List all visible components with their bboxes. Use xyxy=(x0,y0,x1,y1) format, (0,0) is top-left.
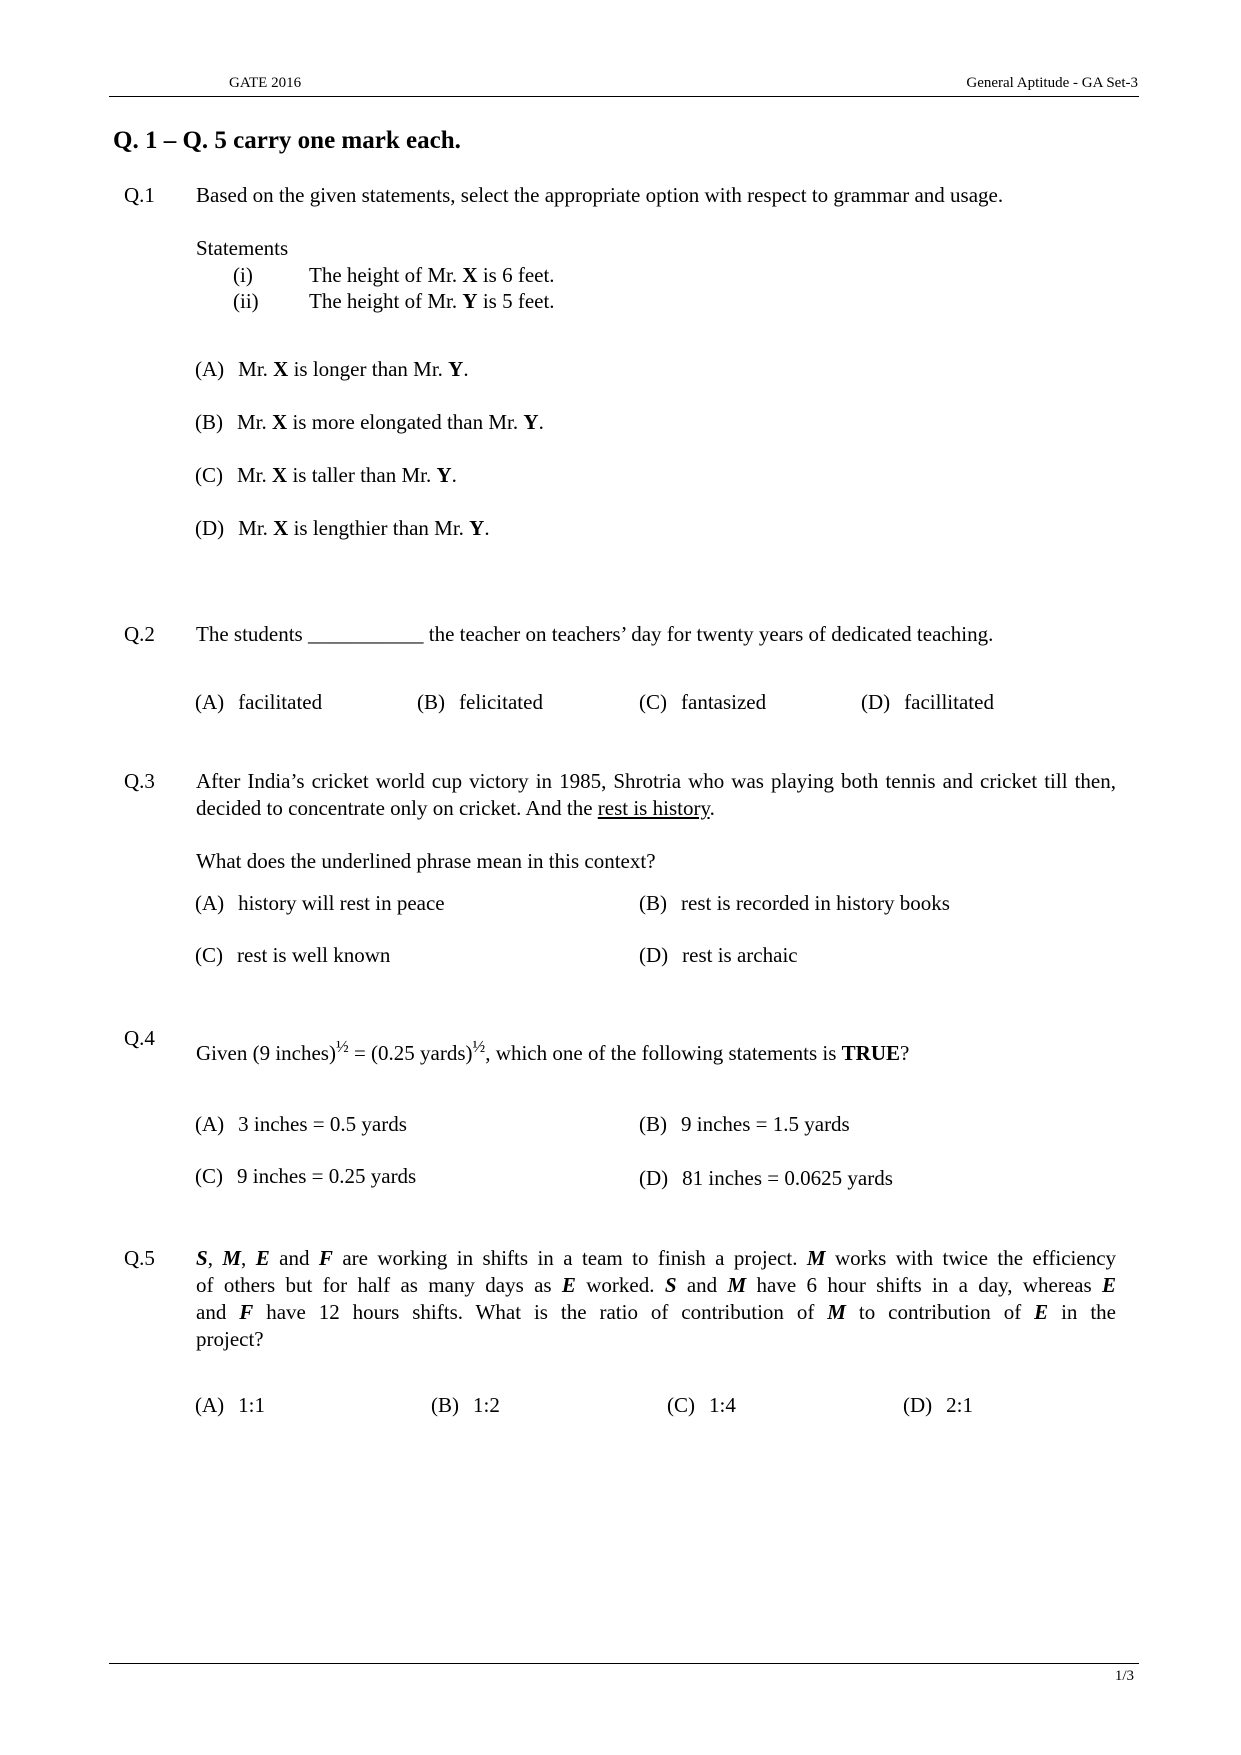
q4-number: Q.4 xyxy=(124,1026,155,1050)
q5-number: Q.5 xyxy=(124,1246,155,1270)
q5-text-segment: S xyxy=(664,1273,677,1297)
q1-text: Based on the given statements, select the appropriate option with respect to grammar and usage. xyxy=(196,183,1004,207)
q5-text-line xyxy=(196,1326,1116,1353)
q2-text: The students ___________ the teacher on teachers’ day for twenty years of dedicated teaching. xyxy=(196,622,994,646)
q1-option-c[interactable]: (C) Mr. X is taller than Mr. Y. xyxy=(195,463,457,487)
q5-text-segment: M xyxy=(827,1300,846,1324)
q2-number: Q.2 xyxy=(124,622,155,646)
q1-option-a[interactable]: (A) Mr. X is longer than Mr. Y. xyxy=(195,357,469,381)
q4-text: Given (9 inches)$^{\frac{1}{2}}$ = (0.25 yards)$^{\frac{1}{2}}$, which one of the following statements is TRUE? xyxy=(196,1037,910,1065)
page-number: 1/3 xyxy=(1114,1668,1134,1684)
footer-rule xyxy=(109,1663,1139,1664)
q5-text-segment: and xyxy=(269,1246,319,1270)
q3-question: What does the underlined phrase mean in this context? xyxy=(196,849,656,873)
q5-text-line xyxy=(196,1245,1116,1272)
q1-number: Q.1 xyxy=(124,183,155,207)
q5-text-segment: E xyxy=(255,1246,270,1270)
q1-statement-2-roman: (ii) xyxy=(233,289,259,313)
q2-option-b[interactable]: (B) felicitated xyxy=(417,690,543,714)
q3-option-c[interactable]: (C) rest is well known xyxy=(195,943,391,967)
q5-text-segment: F xyxy=(318,1246,333,1270)
q5-text-segment: of others but for half as many days as xyxy=(196,1273,562,1297)
q3-option-a[interactable]: (A) history will rest in peace xyxy=(195,891,445,915)
q5-text-segment: S xyxy=(196,1246,208,1270)
section-title: Q. 1 – Q. 5 carry one mark each. xyxy=(113,127,461,154)
header-rule xyxy=(109,96,1139,97)
q5-option-a[interactable]: (A) 1:1 xyxy=(195,1393,265,1417)
q2-option-d[interactable]: (D) facillitated xyxy=(861,690,994,714)
q1-option-d[interactable]: (D) Mr. X is lengthier than Mr. Y. xyxy=(195,516,490,540)
q5-text-segment: M xyxy=(727,1273,747,1297)
q1-statement-2: The height of Mr. Y is 5 feet. xyxy=(309,289,555,313)
q5-option-d[interactable]: (D) 2:1 xyxy=(903,1393,973,1417)
q1-statement-1-roman: (i) xyxy=(233,263,253,287)
q5-text-segment: F xyxy=(239,1300,254,1324)
q4-option-b[interactable]: (B) 9 inches = 1.5 yards xyxy=(639,1112,850,1136)
q5-text-segment: works with twice the efficiency xyxy=(825,1246,1117,1270)
q3-option-d[interactable]: (D) rest is archaic xyxy=(639,943,798,967)
q4-option-a[interactable]: (A) 3 inches = 0.5 yards xyxy=(195,1112,407,1136)
q5-text-segment: project? xyxy=(196,1327,264,1351)
q5-text-segment: have 12 hours shifts. What is the ratio of contribution of xyxy=(253,1300,828,1324)
q5-text-segment: and xyxy=(196,1300,240,1324)
q5-text-line xyxy=(196,1299,1116,1326)
q5-text-segment: to contribution of xyxy=(845,1300,1035,1324)
q5-option-c[interactable]: (C) 1:4 xyxy=(667,1393,736,1417)
q5-text-line xyxy=(196,1272,1116,1299)
q2-option-a[interactable]: (A) facilitated xyxy=(195,690,323,714)
q5-text-segment: E xyxy=(561,1273,576,1297)
q5-text-segment: E xyxy=(1034,1300,1049,1324)
q1-option-b[interactable]: (B) Mr. X is more elongated than Mr. Y. xyxy=(195,410,544,434)
q5-text-segment: , xyxy=(207,1246,223,1270)
q1-statements-label: Statements xyxy=(196,236,289,260)
header-exam-name: GATE 2016 xyxy=(229,75,302,91)
q5-text-segment: are working in shifts in a team to finish a project. xyxy=(332,1246,807,1270)
q5-text-segment: worked. xyxy=(575,1273,665,1297)
q5-text-segment: in the xyxy=(1048,1300,1116,1324)
q5-text-segment: E xyxy=(1101,1273,1116,1297)
q5-text-segment: , xyxy=(241,1246,256,1270)
q4-option-d[interactable]: (D) 81 inches = 0.0625 yards xyxy=(639,1166,893,1190)
q3-option-b[interactable]: (B) rest is recorded in history books xyxy=(639,891,950,915)
q3-underlined-phrase: rest is history xyxy=(597,796,710,820)
q3-number: Q.3 xyxy=(124,769,155,793)
q2-option-c[interactable]: (C) fantasized xyxy=(639,690,767,714)
q5-text-segment: M xyxy=(806,1246,826,1270)
q3-text: After India’s cricket world cup victory in 1985, Shrotria who was playing both tennis and cricket till then, decided to concentrate only on cricket. And the rest is history. xyxy=(196,769,1116,820)
q5-text-segment: M xyxy=(222,1246,242,1270)
q5-option-b[interactable]: (B) 1:2 xyxy=(431,1393,500,1417)
q5-text-segment: and xyxy=(676,1273,728,1297)
q5-text xyxy=(196,1245,1116,1353)
q4-option-c[interactable]: (C) 9 inches = 0.25 yards xyxy=(195,1164,417,1188)
q5-text-segment: have 6 hour shifts in a day, whereas xyxy=(746,1273,1102,1297)
q1-statement-1: The height of Mr. X is 6 feet. xyxy=(309,263,555,287)
header-paper-name: General Aptitude - GA Set-3 xyxy=(966,75,1138,91)
